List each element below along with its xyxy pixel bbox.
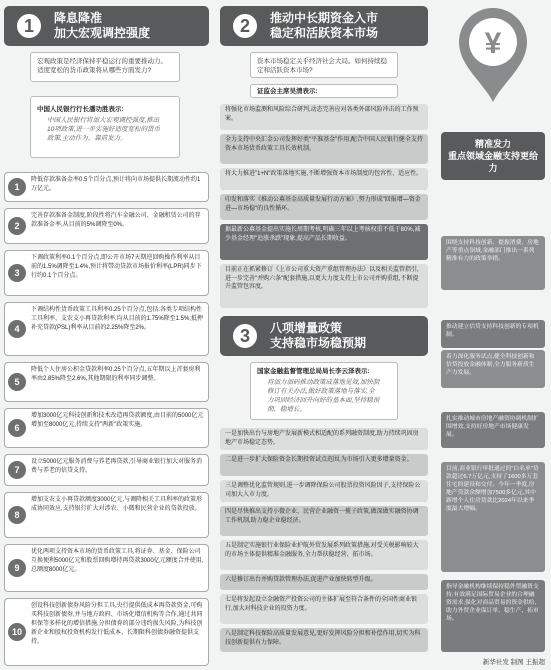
section-4-column <box>435 0 551 670</box>
section-1-question: 宏观政策是经济保持平稳运行的重要推动力。适度宽松的货币政策将从哪些方面发力? <box>30 52 180 82</box>
list-item: 将强化市场监测和风险综合研判,动态完善应对各类外部风险冲击的工作预案。 <box>220 104 428 130</box>
svg-text:¥: ¥ <box>484 27 502 60</box>
list-item: 将大力推进"1+N"政策落地实施,不断增强资本市场制度的包容性、适应性。 <box>220 168 428 190</box>
section-2-3-column <box>216 0 432 670</box>
list-item: 推动建立信贷支持科技创新的专项机制。 <box>441 320 545 348</box>
section-2-header <box>220 6 428 46</box>
list-item: 五是制定实施银行业保险业护航外贸发展系列政策措施,对受关税影响较大的市场主体提供精准金融服务,全力帮扶稳经营、拓市场。 <box>220 540 428 570</box>
list-item: 指导金融机构继续保持稳外贸融资支持,有效满足国际贸易企业的合理融资需求,强化对商品贸易的资金供给,助力外贸企业保订单、稳生产、拓市场。 <box>441 580 545 652</box>
list-item: 6 增加3000亿元科技创新和技术改造再贷款额度,由目前的5000亿元增加至8000亿元,持续支持"两新"政策实施。 <box>4 408 209 448</box>
list-item: 扎实推动城市房地产融资协调机制扩围增效,支持好房地产市场健康发展。 <box>441 412 545 448</box>
section-2-question: 资本市场稳定关乎经济社会大局。如何持续稳定和活跃资本市场? <box>250 52 398 78</box>
section-3-title: 八项增量政策 支持稳市场稳预期 <box>270 321 367 350</box>
list-item: 10 创设科技创新债券风险分担工具,央行提供低成本再贷款资金,可购买科技创新债券,并与地方政府、市场化增信机构等合作,通过共同担保等多样化的增信措施,分担债券的部分违约损失风险,为科技创新企业和股权投资机构发行低成本、长期限科创债券融资提供支持。 <box>4 598 209 666</box>
section-2-speaker: 证监会主席吴清表示: <box>250 84 398 98</box>
list-item: 据最新公募基金提出实施长周期考核,明确三年以上考核权重不低于80%,减少基金经理"追涨杀跌"现象,提高产品长期收益。 <box>220 224 428 260</box>
section-3-quote: 将加力加码推动政策成落地见效,加快制修订有关办法,做好政策落地与落实,全力巩固经济回升向好的基本面,坚持稳预期、稳增长。 <box>267 379 380 413</box>
section-2-title: 推动中长期资金入市 稳定和活跃资本市场 <box>270 11 379 40</box>
section-1-speaker-box <box>30 96 180 158</box>
list-item: 三是调整优化监管规则,进一步调降保险公司股票投资风险因子,支持保险公司加大入市力度。 <box>220 480 428 502</box>
list-item: 2 完善存款准备金制度,阶段性将汽车金融公司、金融租赁公司的存款准备金率,从目前的5%调降至0%。 <box>4 208 209 244</box>
list-item: 全力支持中央汇金公司发挥好类"平准基金"作用,配合中国人民银行健全支持资本市场货币政策工具长效机制。 <box>220 134 428 164</box>
section-3-header <box>220 316 428 356</box>
section-1-column <box>0 0 213 670</box>
list-item: 着力深化服务试点,健全科技创新和信贷投放金融体制,全力服务新质生产力发展。 <box>441 350 545 388</box>
list-item: 二是进一步扩大保险资金长期投资试点范围,为市场引入更多增量资金。 <box>220 454 428 476</box>
section-1-speaker: 中国人民银行行长潘功胜表示: <box>37 106 124 113</box>
list-item: 目前,商业银行审批通过的"白名单"贷款超过6.7万亿元,支持了1600多万套住宅的建设和交付。今年一季度,房地产贷款余额增加7500多亿元,其中新增个人住房贷款比2024年以来季度最大增幅。 <box>441 462 545 572</box>
list-item: 目前正在抓紧修订《上市公司重大资产重组管理办法》以及相关监管指引,进一步完善"并购六条"配套措施,以更大力度支持上市公司并购重组,不断提升监管包容度。 <box>220 264 428 308</box>
list-item: 印发和落实《推动公募基金高质量发展行动方案》,努力形成"回报增—资金进—市场稳"的良性循环。 <box>220 194 428 220</box>
section-3-number: 3 <box>230 321 260 351</box>
section-2-number: 2 <box>230 11 260 41</box>
list-item: 7 设立5000亿元服务消费与养老再贷款,引导商业银行加大对服务消费与养老的信贷支持。 <box>4 454 209 486</box>
list-item: 七是将发起设立金融资产投资公司的主体扩展至符合条件的全国性商业银行,加大对科技企业的投资力度。 <box>220 594 428 624</box>
list-item: 六是修订出台并购贷款管理办法,促进产业加快转型升级。 <box>220 574 428 590</box>
list-item: 9 优化两项支持资本市场的货币政策工具,将证券、基金、保险公司互换便利5000亿元和股票回购增持再贷款3000亿元额度合并使用,总额度8000亿元。 <box>4 544 209 592</box>
list-item: 围绕支持科技创新、提振消费、房地产等重点领域,金融部门推出一系列精准有力的政策举措。 <box>441 236 545 290</box>
list-item: 4 下调结构性货币政策工具利率0.25个百分点,包括:各类专项结构性工具利率、支农支小再贷款利率,均从目前的1.75%降至1.5%;抵押补充贷款(PSL)利率从目前的2.25%降至2%。 <box>4 302 209 356</box>
section-4-title: 精准发力 重点领域金融支持更给力 <box>441 132 545 180</box>
list-item: 3 下调政策利率0.1个百分点,即公开市场7天期逆回购操作利率从目前的1.5%调降至1.4%,预计将带动贷款市场报价利率(LPR)同步下行约0.1个百分点。 <box>4 250 209 296</box>
credit-line: 新华社发 制图 王振超 <box>482 659 545 666</box>
section-1-title: 降息降准 加大宏观调控强度 <box>54 11 151 40</box>
list-item: 5 降低个人住房公积金贷款利率0.25个百分点,五年期以上首套房利率由2.85%降至2.6%,其他期限的利率同步调整。 <box>4 362 209 402</box>
yuan-location-pin-icon <box>453 4 533 104</box>
section-1-header <box>4 6 209 46</box>
section-1-number: 1 <box>14 11 44 41</box>
list-item: 一是加快出台与房地产发展新模式相适配的系列融资制度,助力持续巩固房地产市场稳定态势。 <box>220 428 428 450</box>
section-3-speaker-box <box>250 362 398 420</box>
list-item: 八是制定科技保险高质量发展意见,更好发挥风险分担和补偿作用,切实为科技创新提供有力保障。 <box>220 628 428 652</box>
list-item: 1 降低存款准备金率0.5个百分点,预计将向市场提供长期流动性约1万亿元。 <box>4 172 209 202</box>
section-1-quote: 中国人民银行将加大宏观调控强度,推出10项政策,进一步实施好适度宽松的货币政策,主动作为、靠前发力。 <box>47 117 161 142</box>
section-3-speaker: 国家金融监督管理总局局长李云泽表示: <box>257 368 370 375</box>
list-item: 8 增加支农支小再贷款额度3000亿元,与调降相关工具利率的政策形成协同效应,支持银行扩大对涉农、小微和民营企业的贷款投放。 <box>4 492 209 538</box>
list-item: 四是尽快推出支持小微企业、民营企业融资一揽子政策,做深做实融资协调工作机制,助力稳企业稳经济。 <box>220 506 428 536</box>
